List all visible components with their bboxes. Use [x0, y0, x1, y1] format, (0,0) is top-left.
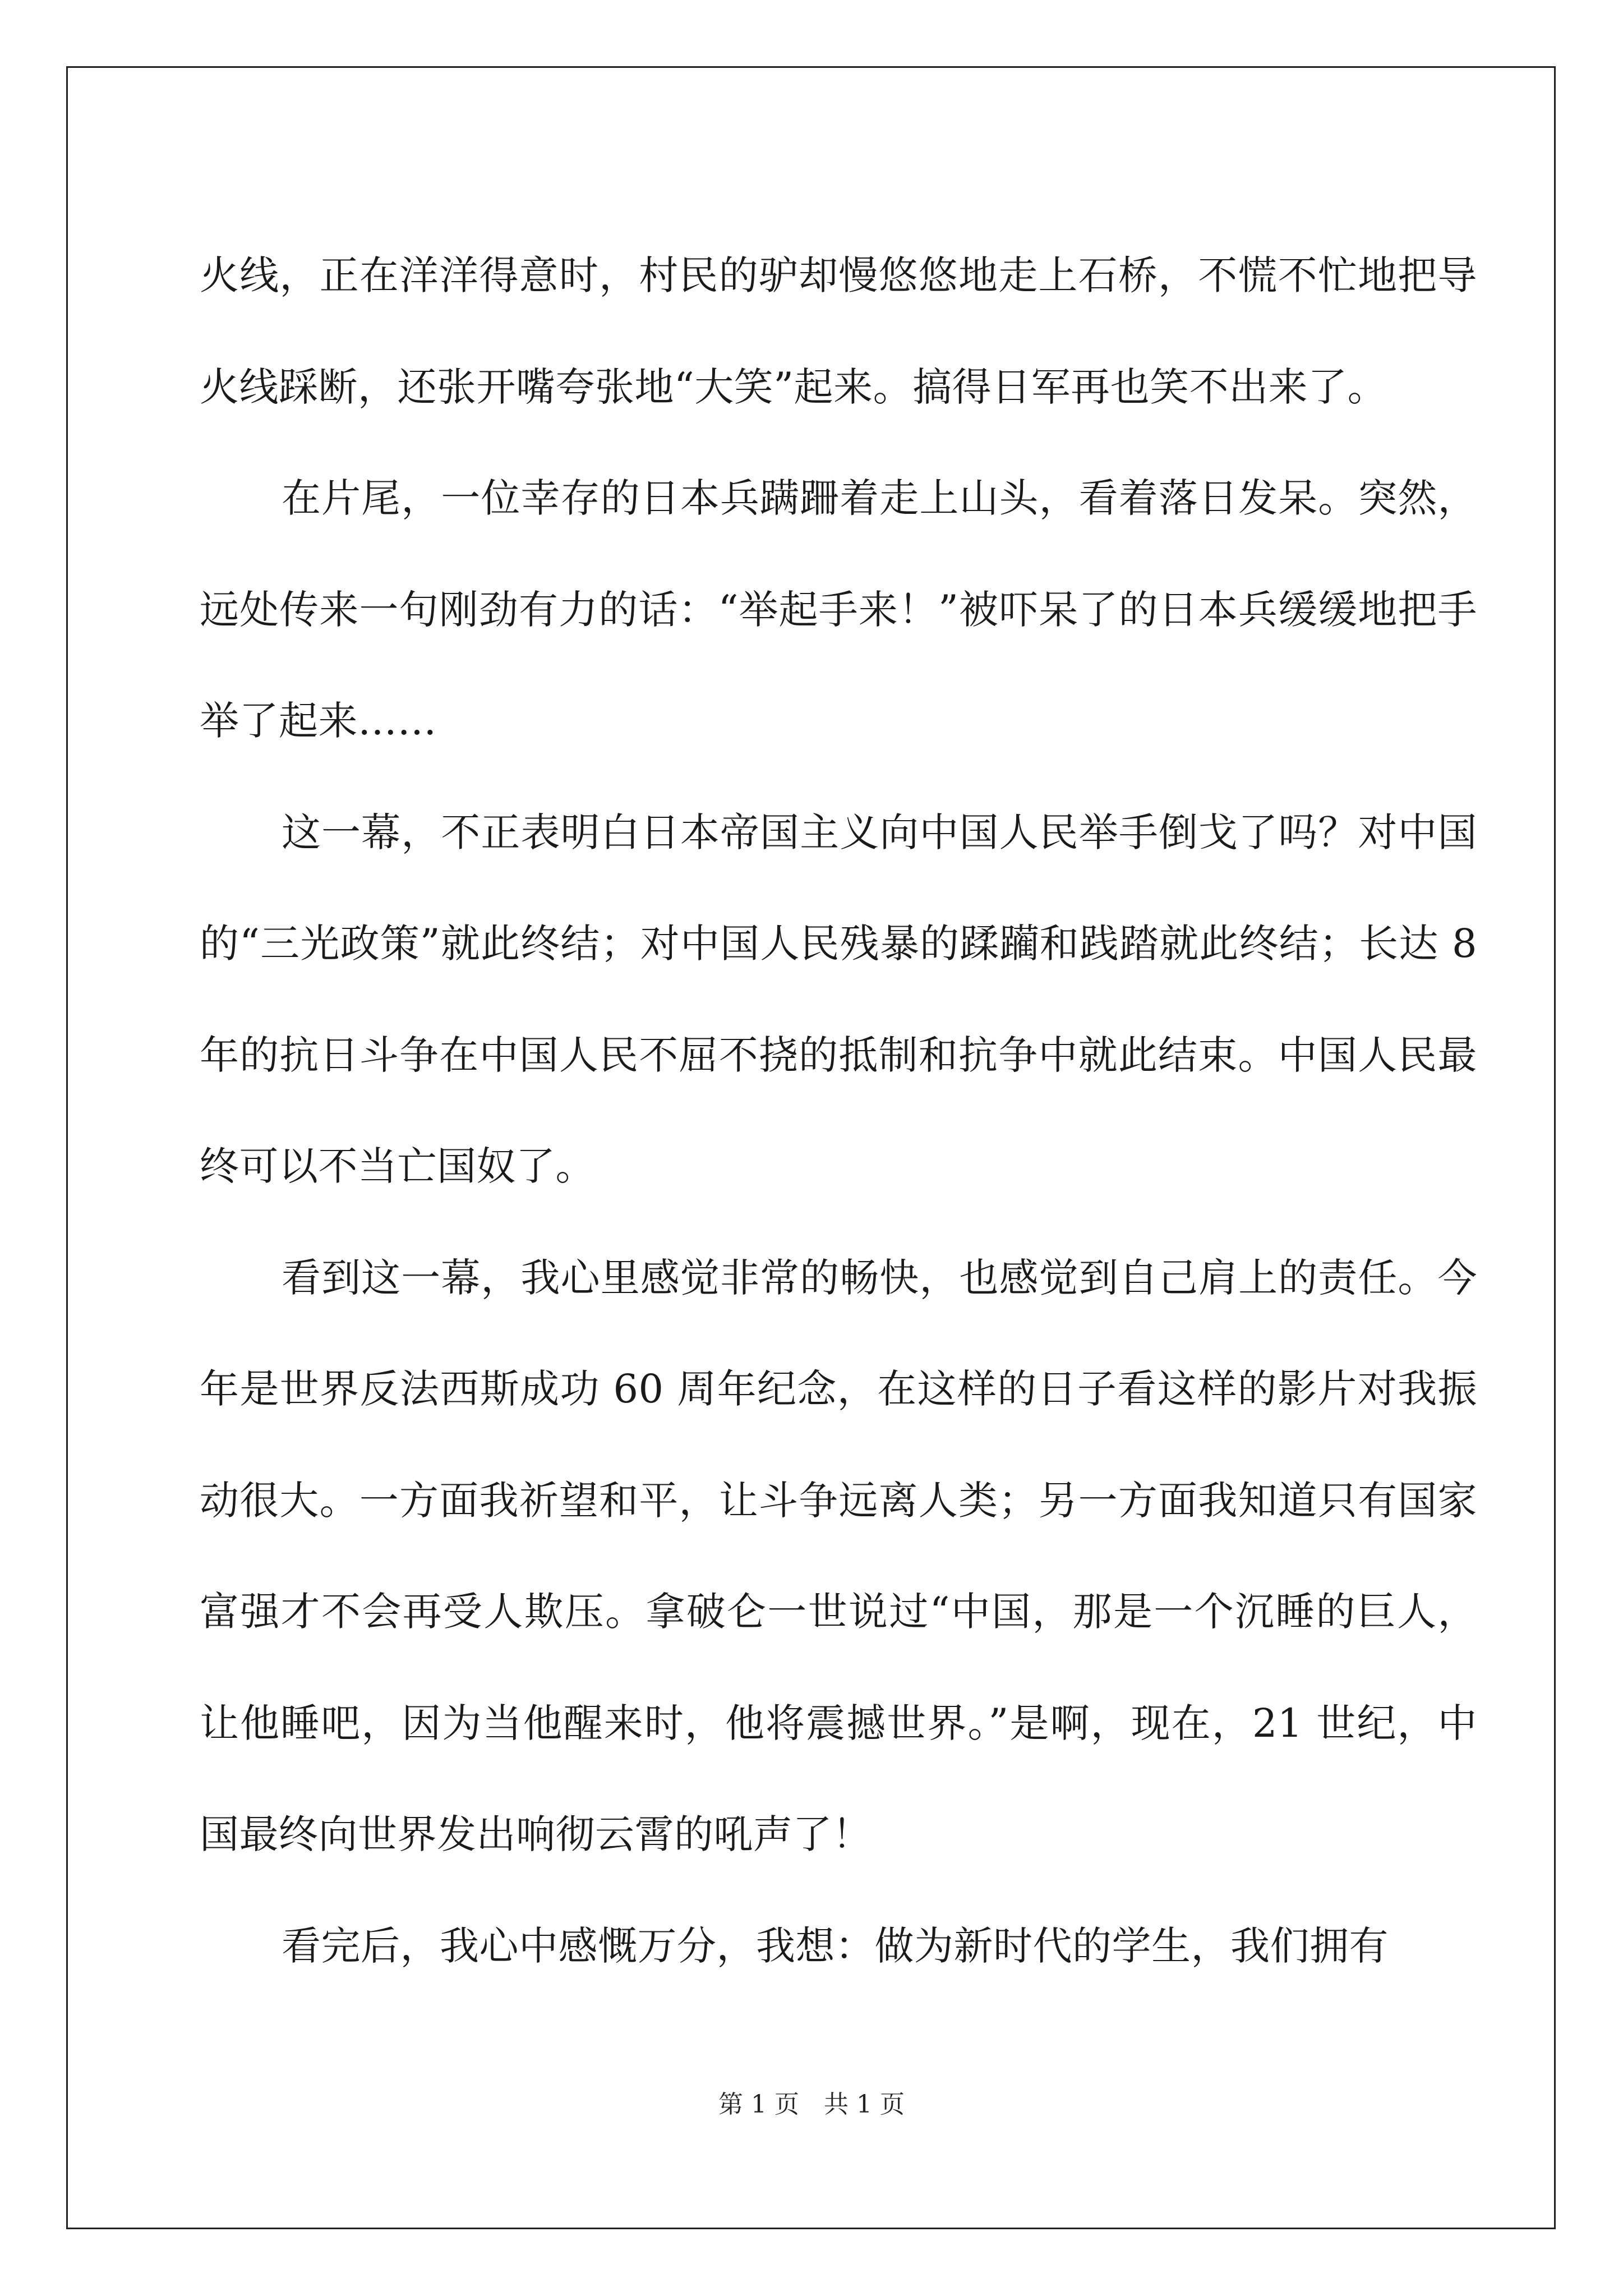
- page-footer: 第 1 页 共 1 页: [718, 2090, 905, 2119]
- paragraph-4: 看到这一幕，我心里感觉非常的畅快，也感觉到自己肩上的责任。今年是世界反法西斯成功 60 周年纪念，在这样的日子看这样的影片对我振动很大。一方面我祈望和平，让斗争远离人类；另一方面我知道只有国家富强才不会再受人欺压。拿破仑一世说过“中国，那是一个沉睡的巨人，让他睡吧，因为当他醒来时，他将震撼世界。”是啊，现在，21 世纪，中国最终向世界发出响彻云霄的吼声了！: [200, 1254, 1477, 1857]
- document-body: [200, 220, 1477, 2001]
- paragraph-5: 看完后，我心中感慨万分，我想：做为新时代的学生，我们拥有: [282, 1922, 1389, 1969]
- paragraph-1: 火线，正在洋洋得意时，村民的驴却慢悠悠地走上石桥，不慌不忙地把导火线踩断，还张开嘴夸张地“大笑”起来。搞得日军再也笑不出来了。: [200, 252, 1477, 410]
- paragraph-3: 这一幕，不正表明白日本帝国主义向中国人民举手倒戈了吗？对中国的“三光政策”就此终结；对中国人民残暴的蹂躏和践踏就此终结；长达 8 年的抗日斗争在中国人民不屈不挠的抵制和抗争中就此结束。中国人民最终可以不当亡国奴了。: [200, 809, 1477, 1189]
- paragraph-2: 在片尾，一位幸存的日本兵蹒跚着走上山头，看着落日发呆。突然，远处传来一句刚劲有力的话：“举起手来！”被吓呆了的日本兵缓缓地把手举了起来……: [200, 475, 1477, 744]
